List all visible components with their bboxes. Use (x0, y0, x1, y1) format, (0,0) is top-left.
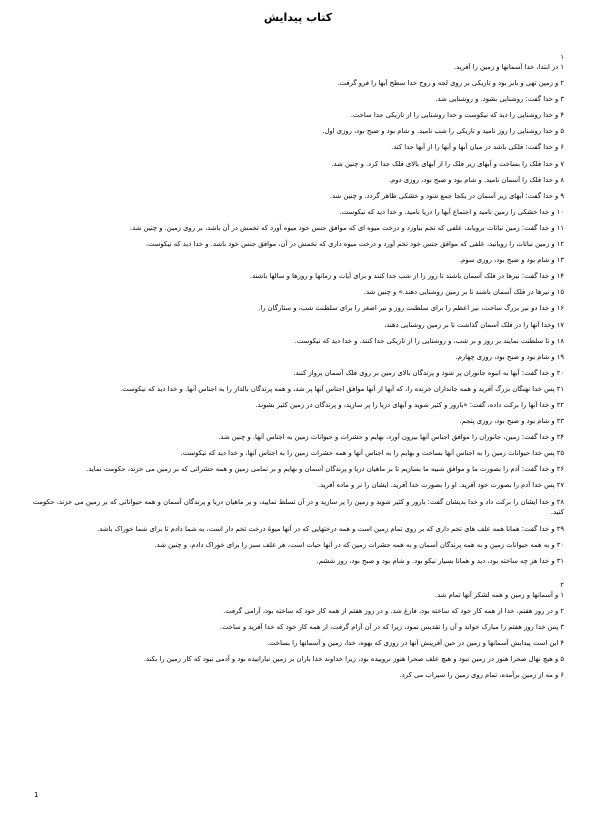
verse (30, 384, 564, 395)
verse-text: و خدا گفت: آبهای زیر آسمان در یکجا جمع شود و خشکی ظاهر گردد. و چنین شد. (329, 191, 559, 200)
verse-text: و خدا خشکی را زمین نامید و اجتماع آبها را دریا نامید. و خدا دید که نیکوست. (339, 207, 555, 216)
verse-text: و نیرها در فلک آسمان باشند تا بر زمین روشنایی دهند.» و چنین شد. (363, 288, 555, 297)
verse-number: ۱۹ (556, 352, 564, 361)
verse-number: ۵ (560, 127, 564, 136)
verse-text: و خدا دو نیر بزرگ ساخت، نیر اعظم را برای سلطنت روز و نیر اصغر را برای سلطنت شب، و ستارگان را. (258, 304, 555, 313)
verse (30, 464, 564, 475)
verse-text: و خدا روشنایی را دید که نیکوست و خدا روشنایی را از تاریکی جدا ساخت. (350, 111, 559, 120)
verse-text: و آسمانها و زمین و همه لشکر آنها تمام شد. (434, 590, 559, 599)
verse-number: ۲۲ (556, 400, 564, 409)
chapter-number: ۱ (560, 53, 564, 61)
verse (30, 556, 564, 567)
verse-text: و مه از زمین برآمده، تمام روی زمین را سیراب می کرد. (399, 671, 559, 680)
verse-number: ۲ (560, 606, 564, 615)
verse-text: و در روز هفتم، خدا از همه کار خود که ساخته بود، فارغ شد. و در روز هفتم از همه کار خود که ساخته بود، آرامی گرفت. (223, 606, 559, 615)
verse-text: و به همه حیوانات زمین و به همه پرندگان آسمان و به همه حشرات زمین که در آنها حیات است، هر علف سبز را برای خوراک دادم. و چنین شد. (154, 540, 555, 549)
verse (30, 78, 564, 89)
verse-text: در ابتدا، خدا آسمانها و زمین را آفرید. (453, 63, 559, 71)
verse-text: پس خدا نهنگان بزرگ آفرید و همه جانداران خزنده را، که آبها از آنها موافق اجناس آنها پر شد، و همه پرندگان بالدار را به اجناس آنها. و خدا دید که نیکوست. (120, 384, 555, 393)
verse-text: پس خدا روز هفتم را مبارک خواند و آن را تقدیس نمود، زیرا که در آن آرام گرفت، از همه کار خود که خدا آفرید و ساخت. (219, 622, 559, 631)
verse (30, 480, 564, 491)
verse-number: ۱۷ (556, 320, 564, 329)
verse (30, 497, 564, 519)
verse-number: ۱۶ (556, 304, 564, 313)
verse-number: ۱۳ (556, 256, 564, 265)
verse-number: ۲۶ (556, 465, 564, 474)
verse-number: ۷ (560, 159, 564, 168)
verse-number: ۶ (560, 143, 564, 152)
verse-number: ۲۰ (556, 368, 564, 377)
verse-number: ۱۲ (556, 240, 564, 249)
verse-text: و زمین تهی و بایر بود و تاریکی بر روی لجه و روح خدا سطح آبها را فرو گرفت. (337, 79, 559, 88)
verse-number: ۲۳ (556, 417, 564, 426)
verse (30, 110, 564, 121)
verse-number: ۶ (560, 671, 564, 680)
document-body (30, 52, 564, 686)
page-title: کتاب پیدایش (263, 11, 333, 24)
verse-number: ۳ (560, 95, 564, 104)
verse (30, 540, 564, 551)
verse-number: ۳ (560, 622, 564, 631)
verse-number: ۱۱ (556, 223, 564, 232)
verse-number: ۱۴ (556, 272, 564, 281)
verse (30, 287, 564, 298)
verse-number: ۴ (560, 638, 564, 647)
verse-text: و خدا گفت: زمین، جانوران را موافق اجناس آنها بیرون آورد، بهایم و حشرات و حیوانات زمین به اجناس آنها. و چنین شد. (218, 433, 555, 442)
verse-number: ۵ (560, 655, 564, 663)
verse-number: ۲۵ (556, 449, 564, 458)
verse (30, 320, 564, 331)
verse-text: و خدا گفت: روشنایی بشود. و روشنایی شد. (435, 95, 559, 104)
verse (30, 590, 564, 601)
verse (30, 638, 564, 649)
verse-text: و شام بود و صبح بود، روزی سوم. (459, 256, 555, 265)
verse (30, 368, 564, 379)
verse-text: و خدا آنها را برکت داده، گفت: «بارور و کثیر شوید و آبهای دریا را پر سازید، و پرندگان در زمین کثیر بشوند. (255, 400, 555, 409)
verse-number: ۳۰ (556, 540, 564, 549)
verse-text: و خدا گفت: نیرها در فلک آسمان باشند تا روز را از شب جدا کنند و برای آیات و زمانها و روزها و سالها باشند. (249, 272, 555, 281)
verse-text: و شام بود و صبح بود، روزی پنجم. (459, 417, 555, 426)
verse (30, 142, 564, 153)
verse-text: وخدا آنها را در فلک آسمان گذاشت تا بر زمین روشنایی دهند، (384, 320, 555, 329)
verse (30, 271, 564, 282)
verse (30, 207, 564, 218)
verse (30, 191, 564, 202)
verse-text: و خدا روشنایی را روز نامید و تاریکی را شب نامید. و شام بود و صبح بود، روزی اول. (322, 127, 559, 136)
verse (30, 255, 564, 266)
verse-text: و خدا گفت: آبها به انبوه جانوران پر شود و پرندگان بالای زمین بر روی فلک آسمان پرواز کنند. (293, 368, 555, 377)
verse (30, 622, 564, 633)
verse (30, 223, 564, 234)
verse-number: ۳۱ (556, 556, 564, 565)
verse-number: ۱۸ (556, 336, 564, 345)
verse-text: و خدا فلک را آسمان نامید. و شام بود و صبح بود، روزی دوم. (388, 175, 559, 184)
verse-number: ۱۵ (556, 288, 564, 297)
verse-text: و خدا گفت: همانا همه علف های تخم داری که بر روی تمام زمین است و همه درختهایی که در آنها میوۀ درخت تخم دار است، به شما دادم تا برای شما خوراک باشد. (96, 524, 555, 533)
verse (30, 400, 564, 411)
verse-number: ۱ (560, 590, 564, 599)
verse-number: ۴ (560, 111, 564, 120)
chapter (30, 52, 564, 567)
verse-number: ۸ (560, 175, 564, 184)
chapter-number: ۲ (560, 580, 564, 589)
verse-text: و خدا فلک را بساخت و آبهای زیر فلک را از آبهای بالای فلک جدا کرد. و چنین شد. (331, 159, 559, 168)
verse (30, 239, 564, 250)
verse-text: و زمین نباتات را رویانید، علفی که موافق جنس خود تخم آورد و درخت میوه داری که تخمش در آن، موافق جنس خود باشد. و خدا دید که نیکوست. (145, 240, 555, 249)
verse (30, 94, 564, 105)
verse-text: و خدا هر چه ساخته بود، دید و همانا بسیار نیکو بود. و شام بود و صبح بود، روز ششم. (316, 556, 555, 565)
verse (30, 670, 564, 681)
verse (30, 524, 564, 535)
page-number: 1 (34, 791, 39, 799)
verse (30, 352, 564, 363)
verse-number: ۲۴ (556, 433, 564, 442)
verse-text: این است پیدایش آسمانها و زمین در حین آفرینش آنها در روزی که یهوه، خدا، زمین و آسمانها را بساخت. (266, 638, 559, 647)
verse (30, 336, 564, 347)
verse-text: و خدا ایشان را برکت داد و خدا بدیشان گفت: بارور و کثیر شوید و زمین را پر سازید و در آن تسلط نمایید، و بر ماهیان دریا و پرندگان آسمان و همه حیواناتی که بر زمین می خزند، حکومت کنید. (32, 497, 564, 517)
verse-text: و خدا گفت: آدم را بصورت ما و موافق شبیه ما بسازیم تا بر ماهیان دریا و پرندگان آسمان و بهایم و بر تمامی زمین و همه حشراتی که بر زمین می خزند، حکومت نماید. (86, 465, 555, 474)
chapter (30, 580, 564, 681)
verse (30, 62, 564, 73)
verse-number: ۲۷ (556, 481, 564, 490)
verse-number: ۲۱ (556, 384, 564, 393)
verse-text: و هیچ نهال صحرا هنوز در زمین نبود و هیچ علف صحرا هنوز نروییده بود، زیرا خداوند خدا باران بر زمین نبارانیده بود و آدمی نبود که کار زمین را بکند. (143, 655, 559, 663)
verse (30, 654, 564, 665)
verse (30, 416, 564, 427)
verse (30, 448, 564, 459)
verse-number: ۱ (560, 63, 564, 71)
verse-text: و خدا گفت: فلکی باشد در میان آبها و آبها را از آبها جدا کند. (391, 143, 559, 152)
verse (30, 303, 564, 314)
verse (30, 126, 564, 137)
verse (30, 606, 564, 617)
verse-text: و شام بود و صبح بود، روزی چهارم. (455, 352, 555, 361)
verse-number: ۲ (560, 79, 564, 88)
verse-text: پس خدا حیوانات زمین را به اجناس آنها بساخت و بهایم را به اجناس آنها و همه حشرات زمین را به اجناس آنها. و خدا دید که نیکوست. (180, 449, 555, 458)
verse (30, 175, 564, 186)
verse-number: ۲۸ (556, 497, 564, 506)
verse-number: ۲۹ (556, 524, 564, 533)
verse-text: و خدا گفت: زمین نباتات برویاند، علفی که تخم بیاورد و درخت میوه ای که موافق جنس خود میوه آورد که تخمش در آن باشد، بر روی زمین. و چنین شد. (129, 223, 555, 232)
verse (30, 159, 564, 170)
verse-number: ۹ (560, 191, 564, 200)
verse-text: و تا سلطنت نمایند بر روز و بر شب، و روشنایی را از تاریکی جدا کنند. و خدا دید که نیکوست. (294, 336, 555, 345)
verse (30, 432, 564, 443)
verse-number: ۱۰ (556, 207, 564, 216)
verse-text: پس خدا آدم را بصورت خود آفرید. او را بصورت خدا آفرید. ایشان را نر و ماده آفرید. (317, 481, 555, 490)
